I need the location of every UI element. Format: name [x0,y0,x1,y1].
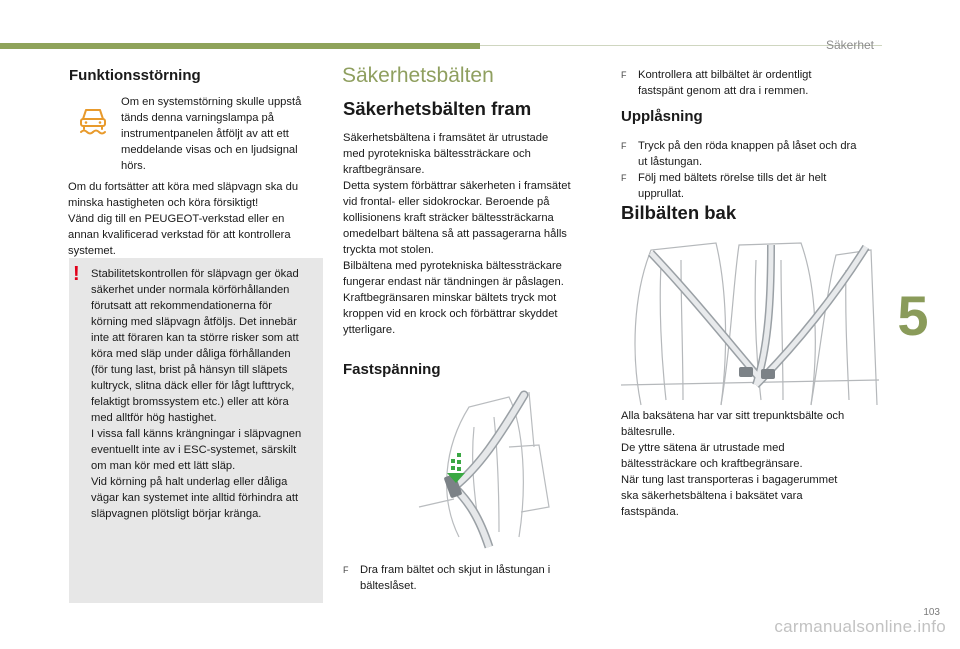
text-line: bälteslåset. [360,580,417,592]
rear-seat-belts-illustration [621,235,879,407]
text-line: Bilbältena med pyrotekniska bältessträckare [343,260,562,272]
page-number: 103 [923,607,940,618]
bullet-icon: F [621,173,627,183]
front-belts-text [343,130,605,338]
text-line: instrumentpanelen åtföljt av att ett [121,128,289,140]
text-line: körning med släpvagn åtföljs. Det innebär [91,316,297,328]
text-line: fastspända. [621,506,679,518]
text-line: Tryck på den röda knappen på låset och dra [638,140,857,152]
chapter-number: 5 [897,284,929,347]
warning-text [91,266,319,522]
list-item [343,562,605,594]
warning-exclamation-icon: ! [73,263,80,285]
text-line: eventuellt inte av i ESC-systemet, särskilt [91,444,297,456]
unlocking-steps [621,138,881,202]
text-line: upprullat. [638,188,685,200]
seat-belts-heading: Säkerhetsbälten [342,64,494,87]
text-line: Säkerhetsbältena i framsätet är utrustade [343,132,549,144]
text-line: Om en systemstörning skulle uppstå [121,96,302,108]
text-line: meddelande visas och en ljudsignal [121,144,298,156]
text-line: säkerhet under normala körförhållanden [91,284,290,296]
text-line: fungerar endast när tändningen är påslagen. [343,276,564,288]
section-title: Säkerhet [825,38,874,52]
text-line: fastspänt genom att dra i remmen. [638,85,809,97]
text-line: kultryck, slitna däck eller för lågt lufttryck, [91,380,295,392]
text-line: ut låstungan. [638,156,703,168]
stability-control-warning-icon [76,103,110,137]
text-line: Detta system förbättrar säkerheten i framsätet [343,180,571,192]
text-line: tänds denna varningslampa på [121,112,275,124]
text-line: Vänd dig till en PEUGEOT-verkstad eller en [68,213,285,225]
text-line: vid frontal- eller sidokrockar. Beroende på [343,196,550,208]
text-line: De yttre sätena är utrustade med [621,442,785,454]
text-line: Kontrollera att bilbältet är ordentligt [638,69,812,81]
text-line: kollisionens kraft sträcker bältessträckarna [343,212,554,224]
text-line: Vid körning på halt underlag eller dåliga [91,476,288,488]
text-line: ska säkerhetsbältena i baksätet vara [621,490,803,502]
bullet-icon: F [621,141,627,151]
list-item [621,138,881,170]
fastening-check-step [621,67,881,99]
fastening-heading: Fastspänning [343,361,441,378]
rear-belts-heading: Bilbälten bak [621,202,737,223]
text-line: hörs. [121,160,146,172]
front-belts-heading: Säkerhetsbälten fram [343,98,532,119]
list-item [621,170,881,202]
text-line: vägar kan systemet inte alltid förhindra att [91,492,299,504]
text-line: minska hastigheten och köra försiktigt! [68,197,259,209]
text-line: I vissa fall känns krängningar i släpvagnen [91,428,302,440]
text-line: ytterligare. [343,324,396,336]
bullet-icon: F [343,565,349,575]
text-line: annan kvalificerad verkstad för att kontrollera [68,229,291,241]
seat-belt-fastening-illustration [399,387,572,553]
text-line: felaktigt bromssystem etc.) eller att köra [91,396,289,408]
text-line: omedelbart bältena så att passagerarna hålls [343,228,567,240]
text-line: Stabilitetskontrollen för släpvagn ger ökad [91,268,299,280]
rear-belts-text [621,408,883,520]
text-line: kroppen vid en krock och förbättrar skyddet [343,308,558,320]
text-line: När tung last transporteras i bagagerummet [621,474,838,486]
text-line: med alltför hög hastighet. [91,412,217,424]
text-line: om man kör med ett lätt släp. [91,460,236,472]
text-line: Dra fram bältet och skjut in låstungan i [360,564,551,576]
fastening-step [343,562,605,594]
text-line: släpvagnen plötsligt börjar kränga. [91,508,262,520]
text-line: Om du fortsätter att köra med släpvagn ska du [68,181,299,193]
text-line: köra med släp under dåliga förhållanden [91,348,291,360]
bullet-icon: F [621,70,627,80]
text-line: kraftbegränsare. [343,164,425,176]
functional-failure-intro [121,94,326,174]
text-line: bältesrulle. [621,426,676,438]
text-line: bältessträckare och kraftbegränsare. [621,458,803,470]
text-line: Alla baksätena har var sitt trepunktsbälte och [621,410,845,422]
unlocking-heading: Upplåsning [621,108,703,125]
functional-failure-body [68,179,323,259]
functional-failure-heading: Funktionsstörning [69,67,201,84]
text-line: Följ med bältets rörelse tills det är helt [638,172,827,184]
list-item [621,67,881,99]
text-line: tryckta mot stolen. [343,244,434,256]
text-line: systemet. [68,245,116,257]
text-line: med pyrotekniska bältessträckare och [343,148,531,160]
text-line: inte att föraren kan ta större risker som att [91,332,299,344]
text-line: (för tung last, brist på hänsyn till släpets [91,364,288,376]
header-rule [480,45,882,46]
watermark: carmanualsonline.info [774,617,946,636]
header-accent-bar [0,43,480,49]
text-line: förutsatt att rekommendationerna för [91,300,272,312]
text-line: Kraftbegränsaren minskar bältets tryck mot [343,292,557,304]
